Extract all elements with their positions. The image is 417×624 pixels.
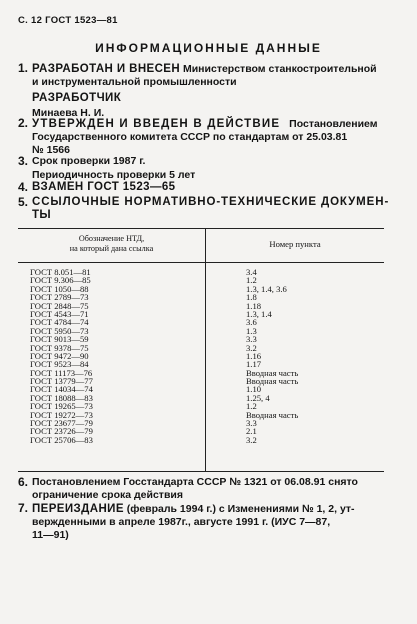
- section-7: [18, 502, 390, 542]
- cell-clause: 3.4: [246, 267, 257, 277]
- page-header: С. 12 ГОСТ 1523—81: [18, 15, 118, 26]
- cell-clause: 1.18: [246, 300, 262, 311]
- section-1-text-2: и инструментальной промышленности: [32, 76, 237, 88]
- section-number: 4.: [18, 180, 29, 194]
- reissue-text-3: 11—91): [32, 529, 69, 541]
- section-1-heading: РАЗРАБОТАН И ВНЕСЕН: [32, 63, 181, 75]
- section-3: [18, 155, 390, 182]
- cell-clause: Вводная часть: [246, 376, 299, 387]
- column-header-clause: Номер пункта: [269, 239, 321, 249]
- cell-document: ГОСТ 18088—83: [30, 392, 93, 403]
- references-table: [18, 228, 384, 472]
- cell-clause: 1.3, 1.4, 3.6: [246, 283, 287, 294]
- cell-document: ГОСТ 23677—79: [30, 418, 93, 429]
- section-2-text: Постановлением: [289, 118, 378, 130]
- cell-document: ГОСТ 2789—73: [30, 292, 89, 303]
- developer-name: Минаева Н. И.: [32, 107, 105, 119]
- cell-document: ГОСТ 4543—71: [30, 308, 89, 319]
- section-number: 3.: [18, 154, 29, 168]
- section-1-text: Министерством станкостроительной: [182, 63, 377, 75]
- cell-document: ГОСТ 1050—88: [30, 283, 89, 294]
- cell-clause: 3.2: [246, 342, 257, 353]
- cell-document: ГОСТ 9013—59: [30, 334, 89, 345]
- cell-clause: 1.16: [246, 350, 262, 361]
- cell-document: ГОСТ 25706—83: [30, 434, 93, 445]
- section-2-text-2: Государственного комитета СССР по стандартам от 25.03.81: [32, 131, 348, 143]
- cell-document: ГОСТ 4784—74: [30, 317, 89, 328]
- cell-clause: 3.3: [246, 418, 257, 429]
- reissue-heading: ПЕРЕИЗДАНИЕ: [32, 503, 124, 515]
- section-number: 6.: [18, 475, 29, 489]
- cell-document: ГОСТ 23726—79: [30, 426, 93, 437]
- resolution-text: Постановлением Госстандарта СССР № 1321 от 06.08.91 снято: [32, 476, 358, 488]
- column-header-document: Обозначение НТД, на который дана ссылка: [69, 234, 154, 253]
- section-1: [18, 62, 390, 120]
- cell-document: ГОСТ 14034—74: [30, 384, 93, 395]
- table-top-rule: [18, 228, 384, 229]
- table-bottom-rule: [18, 471, 384, 472]
- cell-document: ГОСТ 8.051—81: [30, 267, 91, 277]
- cell-clause: 1.2: [246, 401, 257, 412]
- references-heading-cont: ТЫ: [32, 209, 52, 221]
- cell-clause: 1.17: [246, 359, 262, 370]
- section-4: [18, 181, 390, 194]
- section-6: [18, 476, 390, 502]
- cell-document: ГОСТ 5950—73: [30, 325, 89, 336]
- cell-clause: 1.8: [246, 292, 257, 303]
- cell-clause: 1.2: [246, 275, 257, 286]
- resolution-text-2: ограничение срока действия: [32, 489, 183, 501]
- cell-clause: 3.6: [246, 317, 257, 328]
- section-number: 2.: [18, 116, 29, 130]
- cell-document: ГОСТ 9472—90: [30, 350, 89, 361]
- cell-clause: 2.1: [246, 426, 257, 437]
- review-periodicity: Периодичность проверки 5 лет: [32, 169, 196, 181]
- section-2-heading: УТВЕРЖДЕН И ВВЕДЕН В ДЕЙСТВИЕ: [32, 118, 281, 130]
- references-heading: ССЫЛОЧНЫЕ НОРМАТИВНО-ТЕХНИЧЕСКИЕ ДОКУМЕН-: [32, 196, 390, 208]
- cell-clause: 1.10: [246, 384, 262, 395]
- review-term: Срок проверки 1987 г.: [32, 155, 146, 167]
- cell-clause: 1.25, 4: [246, 392, 270, 403]
- section-5: [18, 196, 390, 222]
- cell-document: ГОСТ 9378—75: [30, 342, 89, 353]
- cell-document: ГОСТ 19265—73: [30, 401, 93, 412]
- reissue-text: (февраль 1994 г.) с Изменениями № 1, 2, ут-: [126, 503, 355, 515]
- table-body: [18, 268, 384, 444]
- cell-clause: Вводная часть: [246, 409, 299, 420]
- section-2: [18, 117, 390, 157]
- cell-clause: 3.3: [246, 334, 257, 345]
- section-number: 5.: [18, 195, 29, 209]
- cell-clause: 1.3: [246, 325, 257, 336]
- cell-document: ГОСТ 19272—73: [30, 409, 93, 420]
- table-header-rule: [18, 262, 384, 263]
- cell-document: ГОСТ 11173—76: [30, 367, 93, 378]
- cell-document: ГОСТ 2848—75: [30, 300, 89, 311]
- cell-document: ГОСТ 9523—84: [30, 359, 89, 370]
- cell-clause: Вводная часть: [246, 367, 299, 378]
- cell-document: ГОСТ 13779—77: [30, 376, 93, 387]
- section-number: 1.: [18, 61, 29, 75]
- replaces-standard: ВЗАМЕН ГОСТ 1523—65: [32, 181, 176, 193]
- page-title: ИНФОРМАЦИОННЫЕ ДАННЫЕ: [95, 41, 322, 55]
- cell-document: ГОСТ 9.306—85: [30, 275, 91, 286]
- section-number: 7.: [18, 501, 29, 515]
- section-2-text-3: № 1566: [32, 144, 70, 156]
- developer-heading: РАЗРАБОТЧИК: [32, 92, 122, 104]
- cell-clause: 3.2: [246, 434, 257, 445]
- table-row: [18, 436, 384, 444]
- reissue-text-2: вержденными в апреле 1987г., августе 1991 г. (ИУС 7—87,: [32, 516, 331, 528]
- cell-clause: 1.3, 1.4: [246, 308, 272, 319]
